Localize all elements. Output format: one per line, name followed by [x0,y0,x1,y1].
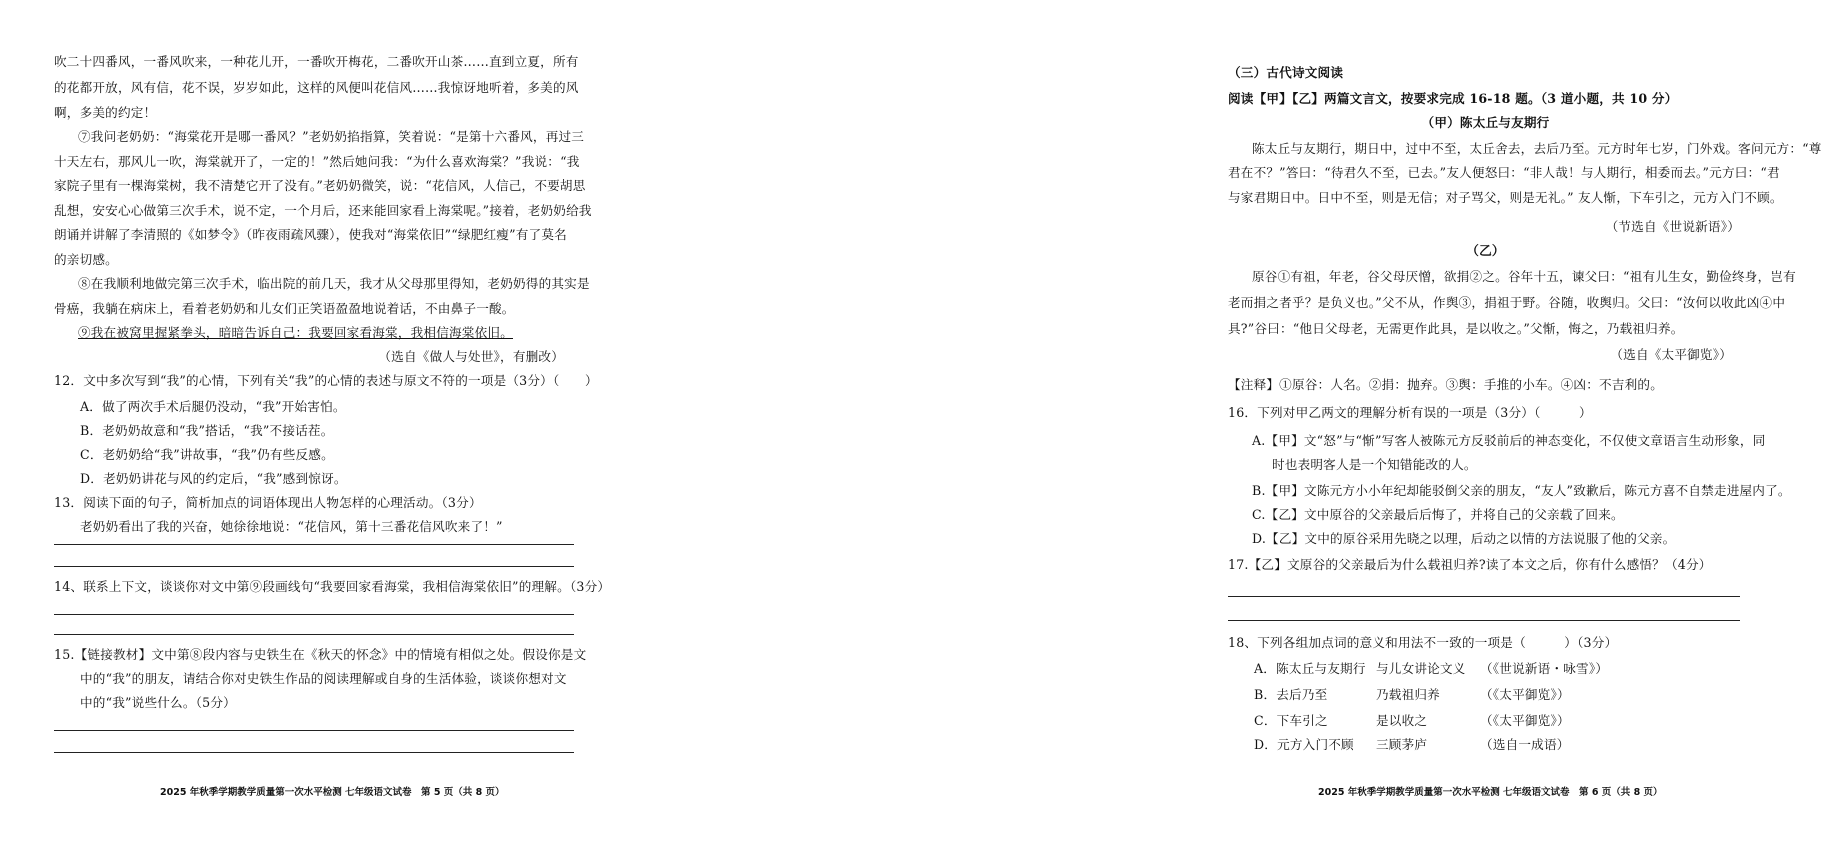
q18-c-compare: 是以收之 [1376,713,1428,728]
passage-source: （选自《做人与处世》，有删改） [378,349,564,364]
passage-line: 家院子里有一棵海棠树，我不清楚它开了没有。”老奶奶微笑，说：“花信风，人信己，不要胡思 [54,178,586,193]
question-15-line: 中的“我”说些什么。（5分） [80,695,236,710]
passage-line: 的亲切感。 [54,252,118,267]
passage-line: 的花都开放，风有信，花不误，岁岁如此，这样的风便叫花信风……我惊讶地听着，多美的风 [54,80,579,95]
q18-a-word: A．陈太丘与友期行 [1254,661,1366,676]
answer-line[interactable] [54,566,574,567]
passage-line: ⑦我问老奶奶：“海棠花开是哪一番风？”老奶奶掐指算，笑着说：“是第十六番风，再过三 [78,129,585,144]
question-15: 15.【链接教材】文中第⑧段内容与史铁生在《秋天的怀念》中的情境有相似之处。假设你是文 [54,647,587,662]
yi-title: （乙） [1466,243,1505,258]
q12-option-a: A．做了两次手术后腿仍没动，“我”开始害怕。 [80,399,346,414]
passage-line: ⑧在我顺利地做完第三次手术，临出院的前几天，我才从父母那里得知，老奶奶得的其实是 [78,276,590,291]
instructions: 阅读【甲】【乙】两篇文言文，按要求完成 16-18 题。（3 道小题，共 10 分） [1228,91,1678,106]
annotation-note: 【注释】①原谷：人名。②捐：抛弃。③舆：手推的小车。④凶：不吉利的。 [1228,377,1663,392]
answer-line[interactable] [1228,596,1740,597]
q12-option-d: D．老奶奶讲花与风的约定后，“我”感到惊讶。 [80,471,347,486]
question-14: 14、联系上下文，谈谈你对文中第⑨段画线句“我要回家看海棠，我相信海棠依旧”的理解。（3分） [54,579,611,594]
q18-c-source: （《太平御览》） [1480,713,1570,728]
q18-d-compare: 三顾茅庐 [1376,737,1428,752]
left-page [0,0,611,849]
q16-option-a: A.【甲】文“怒”与“惭”写客人被陈元方反驳前后的神态变化，不仅使文章语言生动形象，同 [1252,433,1766,448]
answer-line[interactable] [54,752,574,753]
yi-line: 具?”谷曰：“他日父母老，无需更作此具，是以收之。”父惭，悔之，乃载祖归养。 [1228,321,1684,336]
q13-quote: 老奶奶看出了我的兴奋，她徐徐地说：“花信风，第十三番花信风吹来了！” [80,519,503,534]
q18-d-source: （选自一成语） [1480,737,1570,752]
passage-line: 骨癌，我躺在病床上，看着老奶奶和儿女们正笑语盈盈地说着话，不由鼻子一酸。 [54,301,515,316]
question-16: 16．下列对甲乙两文的理解分析有误的一项是（3分）（ ） [1228,405,1592,420]
yi-source: （选自《太平御览》） [1610,347,1732,362]
question-18: 18、下列各组加点词的意义和用法不一致的一项是（ ）（3分） [1228,635,1618,650]
q18-a-compare: 与儿女讲论文义 [1376,661,1466,676]
passage-line: 乱想，安安心心做第三次手术，说不定，一个月后，还来能回家看上海棠呢。”接着，老奶奶给我 [54,203,592,218]
underlined-sentence: ⑨我在被窝里握紧拳头，暗暗告诉自己：我要回家看海棠，我相信海棠依旧。 [78,325,513,340]
answer-line[interactable] [54,634,574,635]
question-15-line: 中的“我”的朋友，请结合你对史铁生作品的阅读理解或自身的生活体验，谈谈你想对文 [80,671,567,686]
section-heading: （三）古代诗文阅读 [1228,65,1344,80]
yi-line: 老而捐之者乎？是负义也。”父不从，作舆③，捐祖于野。谷随，收舆归。父曰：“汝何以收此凶④中 [1228,295,1786,310]
jia-line: 君在不？”答曰：“待君久不至，已去。”友人便怒曰：“非人哉！与人期行，相委而去。”元方曰：“君 [1228,165,1780,180]
passage-line: 啊，多美的约定！ [54,105,157,120]
q16-option-b: B.【甲】文陈元方小小年纪却能驳倒父亲的朋友，“友人”致歉后，陈元方喜不自禁走进屋内了。 [1252,483,1791,498]
page-footer: 2025 年秋季学期教学质量第一次水平检测 七年级语文试卷 第 6 页（共 8 页） [1318,787,1663,798]
passage-line: 吹二十四番风，一番风吹来，一种花儿开，一番吹开梅花，二番吹开山茶……直到立夏，所有 [54,54,579,69]
jia-line: 陈太丘与友期行，期日中，过中不至，太丘舍去，去后乃至。元方时年七岁，门外戏。客问元方：“尊 [1252,141,1822,156]
passage-line: 朗诵并讲解了李清照的《如梦令》（昨夜雨疏风骤），使我对“海棠依旧”“绿肥红瘦”有了莫名 [54,227,567,242]
answer-line[interactable] [54,614,574,615]
q16-option-a-cont: 时也表明客人是一个知错能改的人。 [1272,457,1477,472]
q16-option-d: D.【乙】文中的原谷采用先晓之以理，后动之以情的方法说服了他的父亲。 [1252,531,1676,546]
answer-line[interactable] [1228,620,1740,621]
jia-line: 与家君期日中。日中不至，则是无信；对子骂父，则是无礼。” 友人惭，下车引之，元方入门不顾。 [1228,190,1783,205]
question-12: 12．文中多次写到“我”的心情，下列有关“我”的心情的表述与原文不符的一项是（3分）（ ） [54,373,598,388]
page-footer: 2025 年秋季学期教学质量第一次水平检测 七年级语文试卷 第 5 页（共 8 页） [160,787,505,798]
passage-line: 十天左右，那风儿一吹，海棠就开了，一定的！”然后她问我：“为什么喜欢海棠？”我说：“我 [54,154,580,169]
q18-b-word: B．去后乃至 [1254,687,1328,702]
jia-title: （甲）陈太丘与友期行 [1421,115,1550,130]
q18-d-word: D．元方入门不顾 [1254,737,1354,752]
question-17: 17.【乙】文原谷的父亲最后为什么载祖归养?读了本文之后，你有什么感悟？（4分） [1228,557,1712,572]
q12-option-b: B．老奶奶故意和“我”搭话，“我”不接话茬。 [80,423,334,438]
question-13: 13．阅读下面的句子，简析加点的词语体现出人物怎样的心理活动。（3分） [54,495,482,510]
q18-a-source: （《世说新语・咏雪》） [1480,661,1609,676]
right-page [600,0,1822,849]
jia-source: （节选自《世说新语》） [1605,219,1740,234]
q18-c-word: C．下车引之 [1254,713,1328,728]
q18-b-compare: 乃载祖归养 [1376,687,1440,702]
answer-line[interactable] [54,544,574,545]
answer-line[interactable] [54,730,574,731]
yi-line: 原谷①有祖，年老，谷父母厌憎，欲捐②之。谷年十五，谏父曰：“祖有儿生女，勤俭终身，岂有 [1252,269,1796,284]
q12-option-c: C．老奶奶给“我”讲故事，“我”仍有些反感。 [80,447,334,462]
q16-option-c: C.【乙】文中原谷的父亲最后后悔了，并将自己的父亲载了回来。 [1252,507,1624,522]
q18-b-source: （《太平御览》） [1480,687,1570,702]
